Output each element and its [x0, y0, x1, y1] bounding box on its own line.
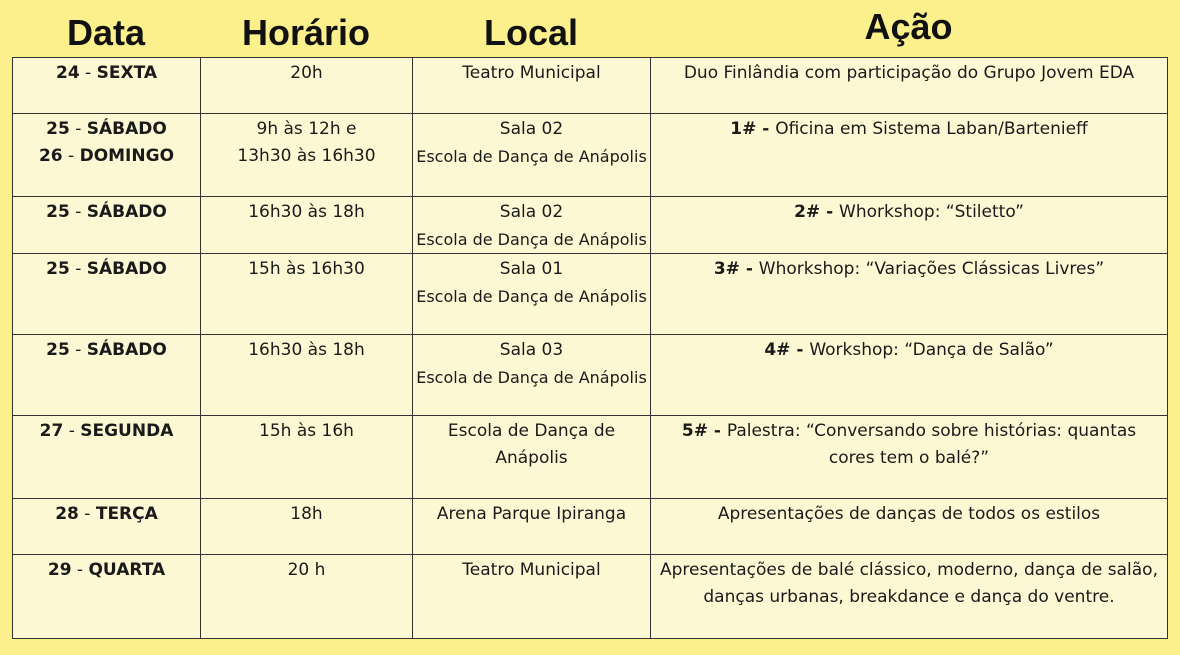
action-text: Whorkshop: “Stiletto” — [839, 202, 1024, 222]
schedule-table — [12, 57, 1168, 639]
action-text: Apresentações de balé clássico, moderno, dança de salão, danças urbanas, breakdance e dança do ventre. — [660, 560, 1158, 607]
date-line — [13, 418, 200, 445]
date-separator: - — [69, 202, 87, 222]
date-separator: - — [62, 146, 80, 166]
action-number: 3# - — [713, 259, 759, 279]
time-cell — [201, 499, 413, 555]
time-cell — [201, 555, 413, 639]
date-weekday: SÁBADO — [86, 202, 167, 222]
date-weekday: SEGUNDA — [80, 421, 174, 441]
date-number: 25 — [46, 340, 70, 360]
table-row — [13, 197, 1168, 254]
date-weekday: TERÇA — [95, 504, 158, 524]
place-line: Teatro Municipal — [462, 63, 601, 83]
table-row — [13, 58, 1168, 114]
date-line — [13, 501, 200, 528]
table-row — [13, 416, 1168, 499]
table-row — [13, 555, 1168, 639]
time-line: 15h às 16h — [259, 421, 354, 441]
schedule-body — [13, 58, 1168, 639]
action-cell — [651, 197, 1168, 254]
action-text: Duo Finlândia com participação do Grupo Jovem EDA — [683, 63, 1135, 83]
date-cell — [13, 58, 201, 114]
action-cell — [651, 58, 1168, 114]
date-separator: - — [69, 340, 87, 360]
place-cell — [413, 555, 651, 639]
date-line — [13, 116, 200, 143]
place-line: Escola de Dança de — [447, 421, 616, 441]
place-line: Escola de Dança de Anápolis — [416, 147, 647, 166]
place-cell — [413, 335, 651, 416]
time-line: 16h30 às 18h — [248, 202, 365, 222]
time-cell — [201, 114, 413, 197]
date-line — [13, 337, 200, 364]
date-number: 25 — [46, 119, 70, 139]
header-data: Data — [66, 12, 146, 53]
place-line: Escola de Dança de Anápolis — [416, 287, 647, 306]
header-local: Local — [483, 12, 579, 53]
date-weekday: SÁBADO — [86, 259, 167, 279]
action-cell — [651, 335, 1168, 416]
date-separator: - — [69, 259, 87, 279]
action-cell — [651, 416, 1168, 499]
date-number: 25 — [46, 259, 70, 279]
action-number: 4# - — [764, 340, 810, 360]
action-cell — [651, 254, 1168, 335]
time-line: 13h30 às 16h30 — [237, 146, 376, 166]
time-cell — [201, 197, 413, 254]
place-line: Arena Parque Ipiranga — [436, 504, 627, 524]
date-cell — [13, 197, 201, 254]
date-number: 29 — [47, 560, 72, 580]
place-cell — [413, 197, 651, 254]
place-cell — [413, 254, 651, 335]
time-cell — [201, 416, 413, 499]
time-line: 18h — [290, 504, 323, 524]
action-text: Apresentações de danças de todos os estilos — [717, 504, 1101, 524]
time-line: 15h às 16h30 — [248, 259, 365, 279]
place-cell — [413, 416, 651, 499]
action-number: 2# - — [794, 202, 840, 222]
date-weekday: SEXTA — [96, 63, 158, 83]
header-horario: Horário — [241, 12, 371, 53]
time-line: 16h30 às 18h — [248, 340, 365, 360]
date-number: 25 — [46, 202, 70, 222]
date-separator: - — [63, 421, 81, 441]
date-number: 26 — [38, 146, 63, 166]
date-line — [13, 60, 200, 87]
table-header — [0, 0, 1180, 58]
date-cell — [13, 416, 201, 499]
table-row — [13, 499, 1168, 555]
action-number: 1# - — [730, 119, 776, 139]
table-row — [13, 114, 1168, 197]
time-cell — [201, 58, 413, 114]
date-line — [13, 256, 200, 283]
date-weekday: SÁBADO — [86, 340, 167, 360]
date-weekday: DOMINGO — [79, 146, 175, 166]
date-number: 24 — [55, 63, 80, 83]
action-number: 5# - — [681, 421, 727, 441]
place-line: Sala 03 — [499, 340, 564, 360]
date-separator: - — [79, 63, 97, 83]
date-cell — [13, 555, 201, 639]
date-number: 27 — [39, 421, 64, 441]
date-cell — [13, 114, 201, 197]
action-cell — [651, 499, 1168, 555]
date-cell — [13, 499, 201, 555]
place-cell — [413, 499, 651, 555]
date-line — [13, 199, 200, 226]
date-separator: - — [69, 119, 87, 139]
place-cell — [413, 58, 651, 114]
date-weekday: SÁBADO — [86, 119, 167, 139]
place-line: Escola de Dança de Anápolis — [416, 368, 647, 387]
date-line — [13, 557, 200, 584]
time-line: 20 h — [287, 560, 326, 580]
action-text: Oficina em Sistema Laban/Bartenieff — [775, 119, 1088, 139]
date-line — [13, 143, 200, 170]
place-line: Anápolis — [495, 448, 568, 468]
date-separator: - — [78, 504, 96, 524]
time-line: 9h às 12h e — [256, 119, 357, 139]
place-line: Escola de Dança de Anápolis — [416, 230, 647, 249]
time-cell — [201, 335, 413, 416]
place-line: Sala 02 — [499, 202, 564, 222]
place-line: Teatro Municipal — [462, 560, 601, 580]
header-acao: Ação — [864, 6, 953, 47]
action-text: Whorkshop: “Variações Clássicas Livres” — [758, 259, 1105, 279]
time-line: 20h — [290, 63, 323, 83]
time-cell — [201, 254, 413, 335]
date-separator: - — [71, 560, 89, 580]
place-line: Sala 02 — [499, 119, 564, 139]
action-text: Palestra: “Conversando sobre histórias: quantas cores tem o balé?” — [726, 421, 1137, 468]
action-text: Workshop: “Dança de Salão” — [809, 340, 1054, 360]
place-line: Sala 01 — [499, 259, 564, 279]
place-cell — [413, 114, 651, 197]
action-cell — [651, 114, 1168, 197]
table-row — [13, 335, 1168, 416]
date-weekday: QUARTA — [88, 560, 166, 580]
table-row — [13, 254, 1168, 335]
date-cell — [13, 335, 201, 416]
date-cell — [13, 254, 201, 335]
date-number: 28 — [55, 504, 79, 524]
action-cell — [651, 555, 1168, 639]
